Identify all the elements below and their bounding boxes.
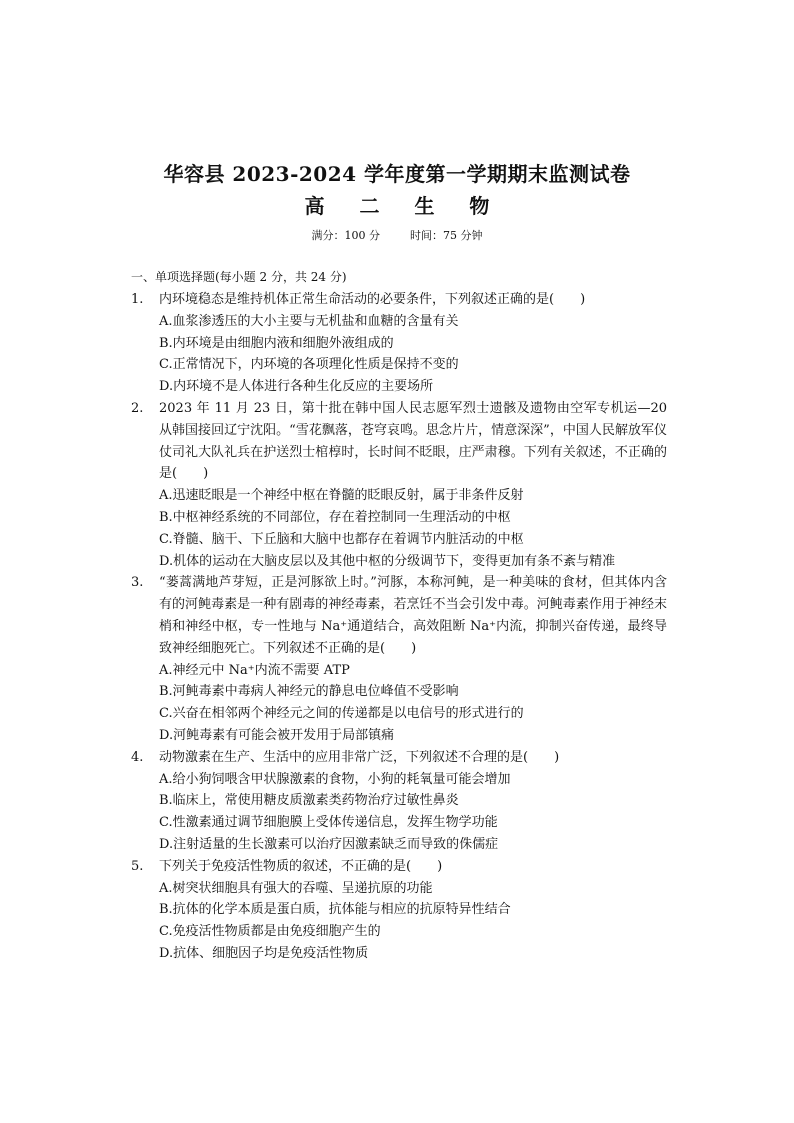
option-b: B.中枢神经系统的不同部位，存在着控制同一生理活动的中枢 xyxy=(159,509,511,525)
exam-meta xyxy=(0,227,794,243)
option-b: B.临床上，常使用糖皮质激素类药物治疗过敏性鼻炎 xyxy=(159,793,459,809)
option-d: D.注射适量的生长激素可以治疗因激素缺乏而导致的侏儒症 xyxy=(159,836,499,852)
exam-time: 时间：75 分钟 xyxy=(410,229,483,242)
option-b: B.内环境是由细胞内液和细胞外液组成的 xyxy=(159,335,394,351)
option-a: A.树突状细胞具有强大的吞噬、呈递抗原的功能 xyxy=(159,880,433,896)
section-heading: 一、单项选择题(每小题 2 分，共 24 分) xyxy=(131,270,347,284)
option-d: D.抗体、细胞因子均是免疫活性物质 xyxy=(159,945,369,961)
question-list xyxy=(131,289,667,965)
question-number: 4. xyxy=(131,749,144,765)
option-c: C.脊髓、脑干、下丘脑和大脑中也都存在着调节内脏活动的中枢 xyxy=(159,531,524,547)
option-a: A.迅速眨眼是一个神经中枢在脊髓的眨眼反射，属于非条件反射 xyxy=(159,488,524,504)
option-d: D.河鲀毒素有可能会被开发用于局部镇痛 xyxy=(159,727,395,743)
question-stem: “蒌蒿满地芦芽短，正是河豚欲上时。”河豚，本称河鲀，是一种美味的食材，但其体内含有的河鲀毒素是一种有剧毒的神经毒素，若烹饪不当会引发中毒。河鲀毒素作用于神经末梢和神经中枢，专一性地与 Na⁺通道结合，高效阻断 Na⁺内流，抑制兴奋传递，最终导致神经细胞死亡。下列叙述不正确的是( ) xyxy=(159,575,667,656)
option-b: B.抗体的化学本质是蛋白质，抗体能与相应的抗原特异性结合 xyxy=(159,902,511,918)
exam-subject: 高 二 生 物 xyxy=(304,194,504,218)
question-number: 2. xyxy=(131,400,144,416)
question-2 xyxy=(131,398,667,572)
option-d: D.内环境不是人体进行各种生化反应的主要场所 xyxy=(159,379,434,395)
question-number: 3. xyxy=(131,575,144,591)
exam-title: 华容县 2023-2024 学年度第一学期期末监测试卷 xyxy=(163,162,631,186)
full-score: 满分：100 分 xyxy=(311,229,380,242)
question-3 xyxy=(131,572,667,746)
question-number: 1. xyxy=(131,292,144,307)
question-1 xyxy=(131,289,667,398)
question-stem: 2023 年 11 月 23 日，第十批在韩中国人民志愿军烈士遗骸及遗物由空军专机运—20 从韩国接回辽宁沈阳。“雪花飘落，苍穹哀鸣。思念片片，情意深深”，中国人民解放军仪仗司礼大队礼兵在护送烈士棺椁时，长时间不眨眼，庄严肃穆。下列有关叙述，不正确的是( ) xyxy=(159,400,667,482)
option-c: C.兴奋在相邻两个神经元之间的传递都是以电信号的形式进行的 xyxy=(159,706,524,722)
question-stem: 内环境稳态是维持机体正常生命活动的必要条件，下列叙述正确的是( ) xyxy=(159,292,586,307)
option-c: C.免疫活性物质都是由免疫细胞产生的 xyxy=(159,924,381,940)
question-4 xyxy=(131,747,667,856)
option-a: A.给小狗饲喂含甲状腺激素的食物，小狗的耗氧量可能会增加 xyxy=(159,771,511,787)
question-5 xyxy=(131,856,667,965)
option-c: C.正常情况下，内环境的各项理化性质是保持不变的 xyxy=(159,357,459,373)
question-stem: 下列关于免疫活性物质的叙述，不正确的是( ) xyxy=(159,858,443,874)
option-c: C.性激素通过调节细胞膜上受体传递信息，发挥生物学功能 xyxy=(159,815,498,831)
option-d: D.机体的运动在大脑皮层以及其他中枢的分级调节下，变得更加有条不紊与精准 xyxy=(159,553,616,569)
option-a: A.血浆渗透压的大小主要与无机盐和血糖的含量有关 xyxy=(159,313,459,329)
question-stem: 动物激素在生产、生活中的应用非常广泛，下列叙述不合理的是( ) xyxy=(159,749,560,765)
option-a: A.神经元中 Na⁺内流不需要 ATP xyxy=(159,662,350,678)
question-number: 5. xyxy=(131,858,144,874)
option-b: B.河鲀毒素中毒病人神经元的静息电位峰值不受影响 xyxy=(159,684,459,700)
